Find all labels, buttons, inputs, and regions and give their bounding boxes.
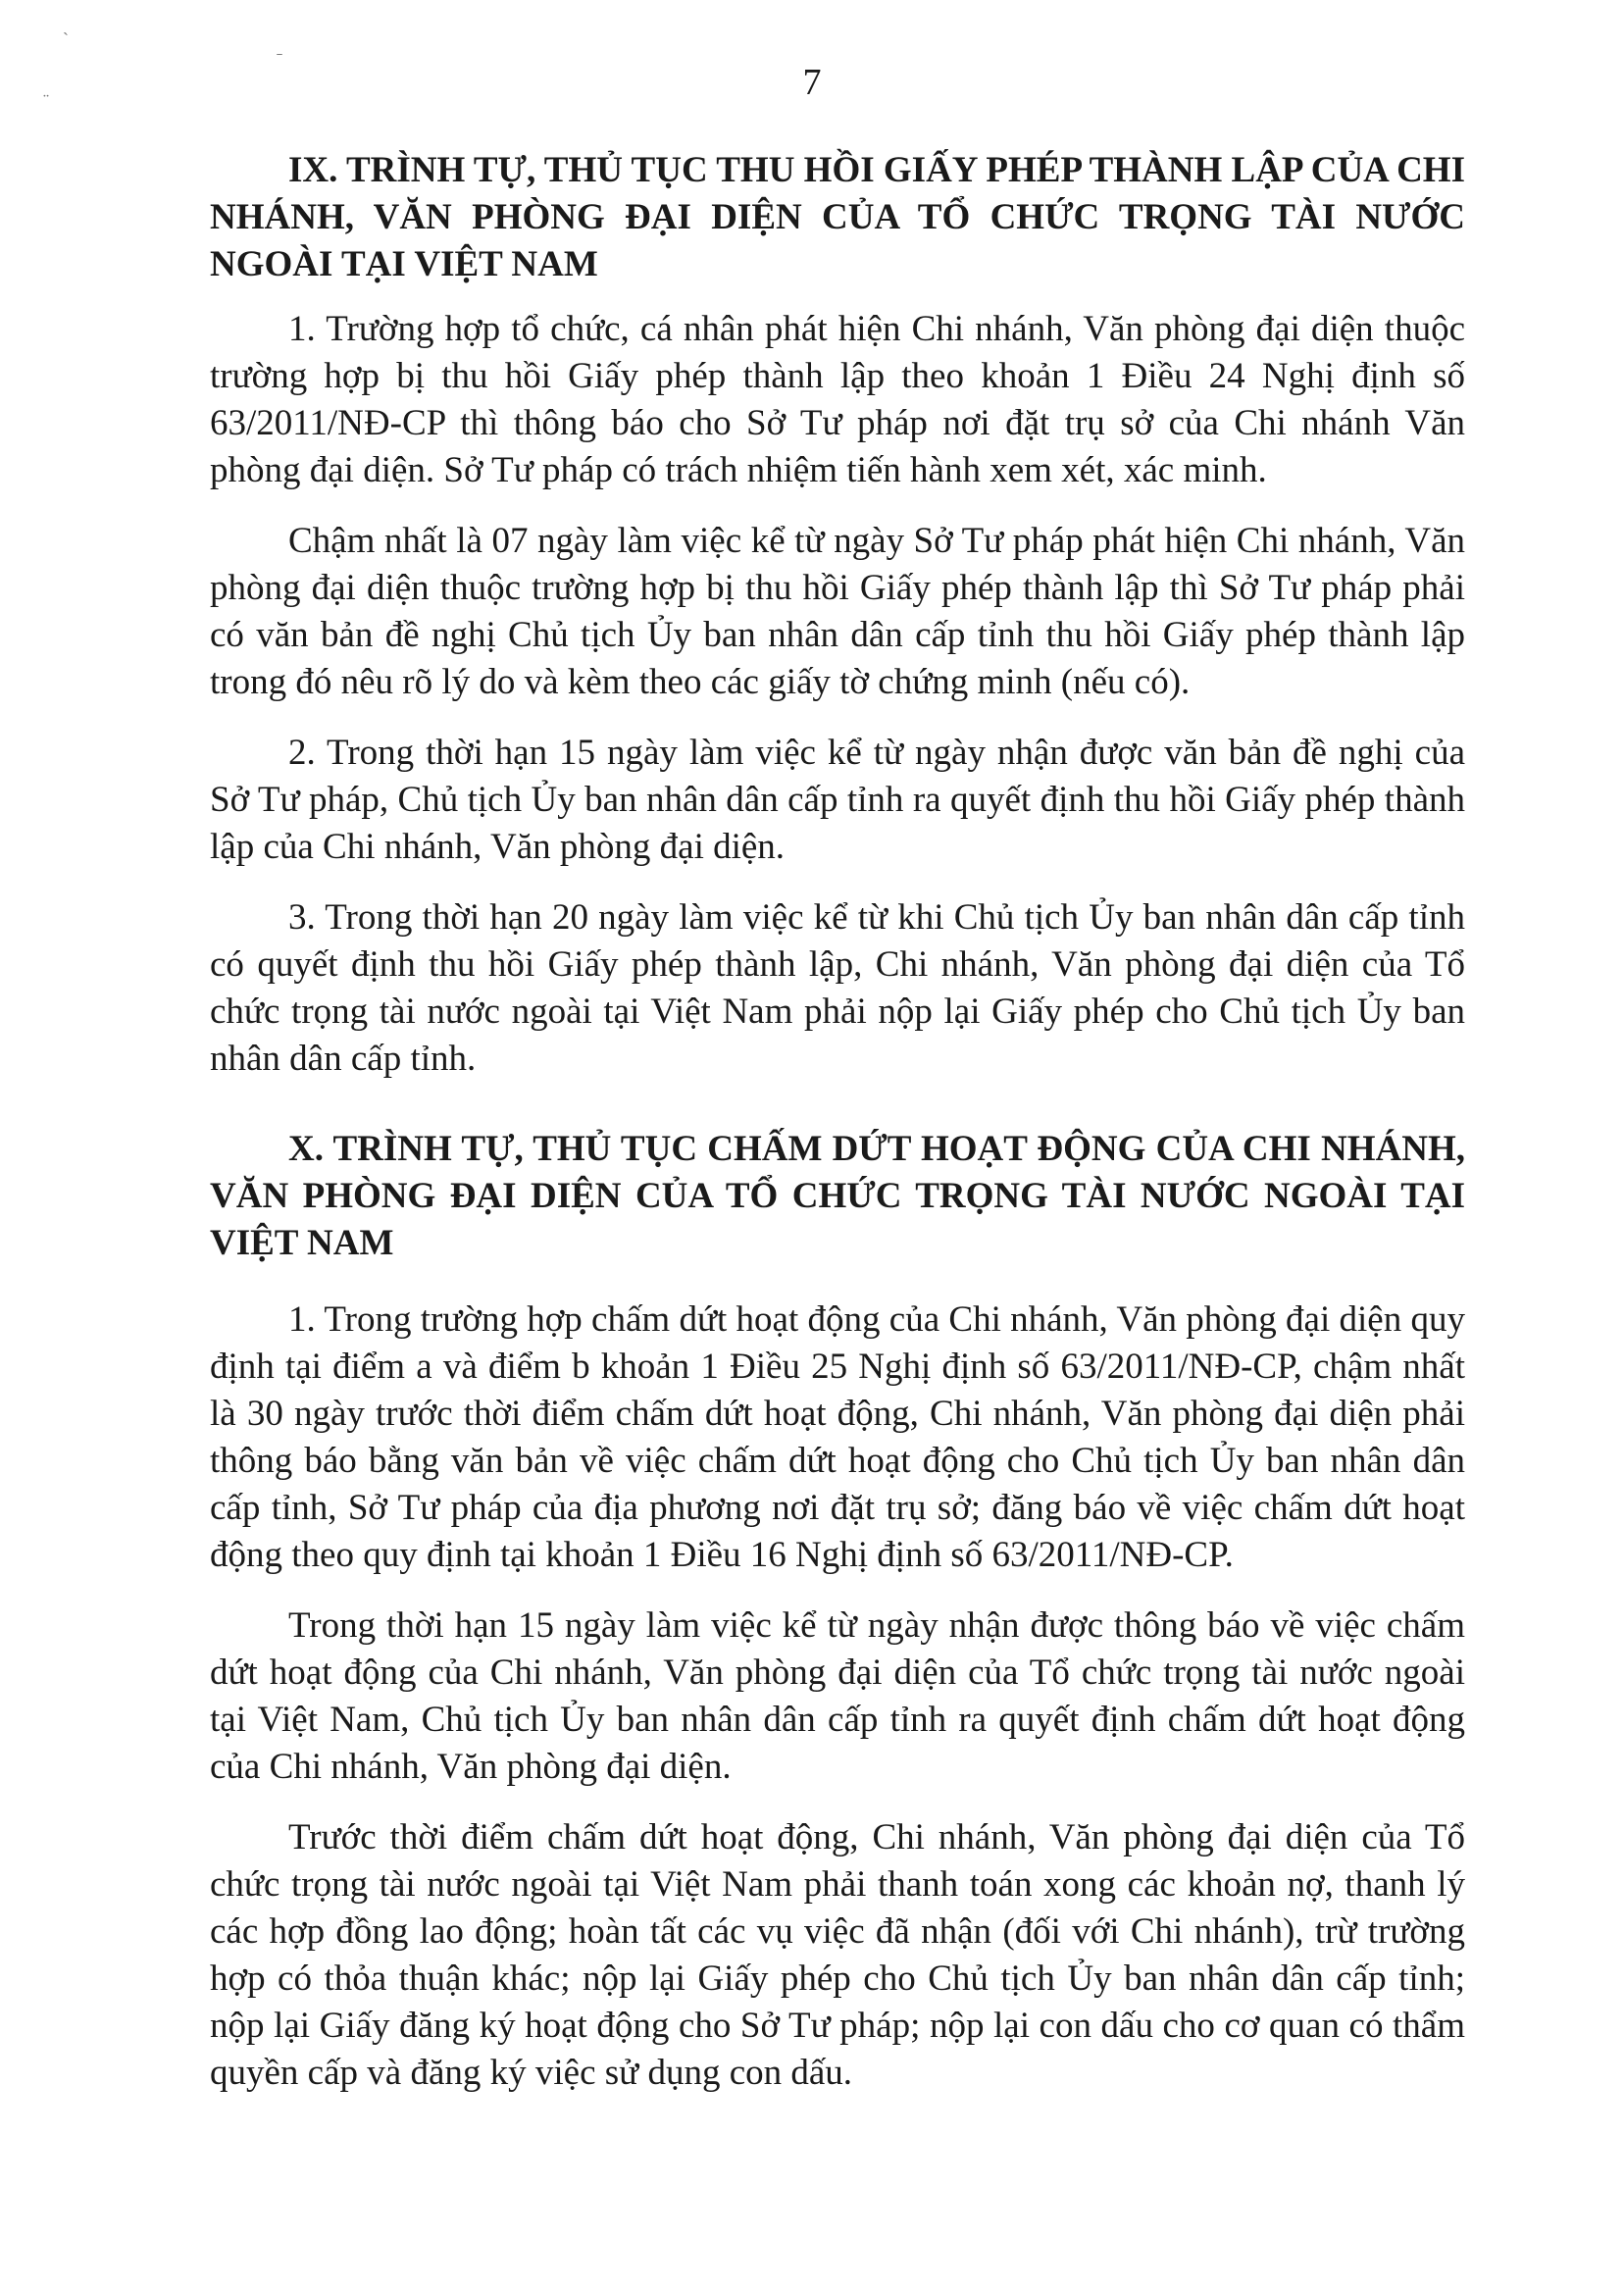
- section-ix-paragraph: 3. Trong thời hạn 20 ngày làm việc kể từ khi Chủ tịch Ủy ban nhân dân cấp tỉnh có quyết định thu hồi Giấy phép thành lập, Chi nhánh, Văn phòng đại diện của Tổ chức trọng tài nước ngoài tại Việt Nam phải nộp lại Giấy phép cho Chủ tịch Ủy ban nhân dân cấp tỉnh.: [210, 897, 1465, 1079]
- section-ix-paragraph: 2. Trong thời hạn 15 ngày làm việc kể từ ngày nhận được văn bản đề nghị của Sở Tư pháp, Chủ tịch Ủy ban nhân dân cấp tỉnh ra quyết định thu hồi Giấy phép thành lập của Chi nhánh, Văn phòng đại diện.: [210, 733, 1465, 867]
- document-body: [210, 147, 1465, 2120]
- section-x-paragraph: Trong thời hạn 15 ngày làm việc kể từ ngày nhận được thông báo về việc chấm dứt hoạt động của Chi nhánh, Văn phòng đại diện của Tổ chức trọng tài nước ngoài tại Việt Nam, Chủ tịch Ủy ban nhân dân cấp tỉnh ra quyết định chấm dứt hoạt động của Chi nhánh, Văn phòng đại diện.: [210, 1605, 1465, 1787]
- section-x-paragraph: Trước thời điểm chấm dứt hoạt động, Chi nhánh, Văn phòng đại diện của Tổ chức trọng tài nước ngoài tại Việt Nam phải thanh toán xong các khoản nợ, thanh lý các hợp đồng lao động; hoàn tất các vụ việc đã nhận (đối với Chi nhánh), trừ trường hợp có thỏa thuận khác; nộp lại Giấy phép cho Chủ tịch Ủy ban nhân dân cấp tỉnh; nộp lại Giấy đăng ký hoạt động cho Sở Tư pháp; nộp lại con dấu cho cơ quan có thẩm quyền cấp và đăng ký việc sử dụng con dấu.: [210, 1817, 1465, 2093]
- section-ix-paragraph: Chậm nhất là 07 ngày làm việc kể từ ngày Sở Tư pháp phát hiện Chi nhánh, Văn phòng đại diện thuộc trường hợp bị thu hồi Giấy phép thành lập thì Sở Tư pháp phải có văn bản đề nghị Chủ tịch Ủy ban nhân dân cấp tỉnh thu hồi Giấy phép thành lập trong đó nêu rõ lý do và kèm theo các giấy tờ chứng minh (nếu có).: [210, 521, 1465, 702]
- section-ix-heading: IX. TRÌNH TỰ, THỦ TỤC THU HỒI GIẤY PHÉP THÀNH LẬP CỦA CHI NHÁNH, VĂN PHÒNG ĐẠI DIỆN CỦA TỔ CHỨC TRỌNG TÀI NƯỚC NGOÀI TẠI VIỆT NAM: [210, 150, 1465, 284]
- scan-speck: ˋ: [63, 29, 69, 49]
- section-x-heading: X. TRÌNH TỰ, THỦ TỤC CHẤM DỨT HOẠT ĐỘNG CỦA CHI NHÁNH, VĂN PHÒNG ĐẠI DIỆN CỦA TỔ CHỨC TRỌNG TÀI NƯỚC NGOÀI TẠI VIỆT NAM: [210, 1129, 1465, 1263]
- section-x-paragraph: 1. Trong trường hợp chấm dứt hoạt động của Chi nhánh, Văn phòng đại diện quy định tại điểm a và điểm b khoản 1 Điều 25 Nghị định số 63/2011/NĐ-CP, chậm nhất là 30 ngày trước thời điểm chấm dứt hoạt động, Chi nhánh, Văn phòng đại diện phải thông báo bằng văn bản về việc chấm dứt hoạt động cho Chủ tịch Ủy ban nhân dân cấp tỉnh, Sở Tư pháp của địa phương nơi đặt trụ sở; đăng báo về việc chấm dứt hoạt động theo quy định tại khoản 1 Điều 16 Nghị định số 63/2011/NĐ-CP.: [210, 1299, 1465, 1575]
- page-number: 7: [802, 62, 822, 103]
- scan-speck: ˉ: [277, 49, 282, 69]
- scan-speck: ¨: [43, 90, 49, 110]
- section-ix-paragraph: 1. Trường hợp tổ chức, cá nhân phát hiện Chi nhánh, Văn phòng đại diện thuộc trường hợp bị thu hồi Giấy phép thành lập theo khoản 1 Điều 24 Nghị định số 63/2011/NĐ-CP thì thông báo cho Sở Tư pháp nơi đặt trụ sở của Chi nhánh Văn phòng đại diện. Sở Tư pháp có trách nhiệm tiến hành xem xét, xác minh.: [210, 309, 1465, 490]
